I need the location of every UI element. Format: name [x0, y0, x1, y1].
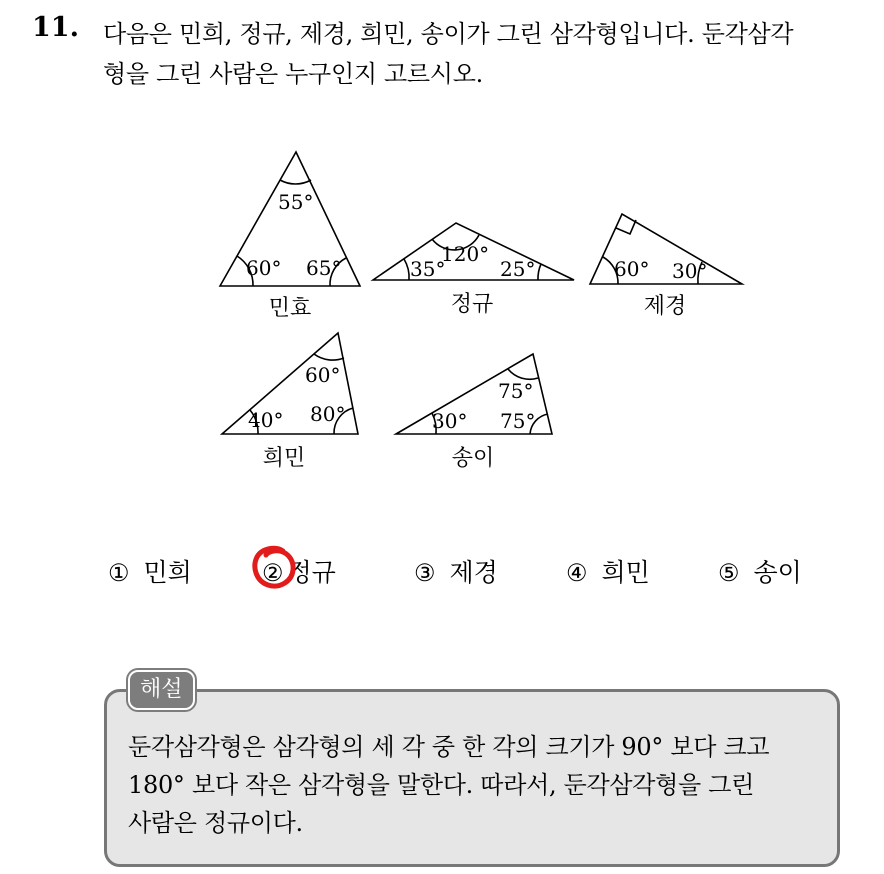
angle-label: 80° [310, 402, 346, 426]
angle-label: 120° [441, 242, 490, 266]
choice-label: 송이 [753, 558, 802, 587]
triangle-name: 정규 [450, 292, 494, 317]
angle-label: 75° [500, 409, 536, 433]
angle-label: 65° [306, 256, 342, 280]
choice-5[interactable] [718, 553, 802, 589]
triangle-3 [590, 214, 742, 284]
angle-label: 35° [410, 257, 446, 281]
choice-label: 제경 [449, 558, 498, 587]
triangle-name: 송이 [451, 446, 495, 471]
angle-label: 60° [246, 256, 282, 280]
triangle-name: 민효 [268, 296, 312, 321]
angle-label: 60° [614, 257, 650, 281]
answer-circle-mark [250, 543, 298, 591]
triangle-name: 희민 [262, 446, 306, 471]
explanation-line-3: 사람은 정규이다. [128, 809, 303, 837]
choice-number: ⑤ [718, 559, 740, 587]
angle-label: 25° [500, 257, 536, 281]
angle-arc [508, 369, 538, 379]
choice-1[interactable] [108, 553, 192, 589]
choice-4[interactable] [566, 553, 650, 589]
angle-label: 30° [432, 409, 468, 433]
angle-arc [538, 264, 541, 280]
question-text-line-2: 형을 그린 사람은 누구인지 고르시오. [103, 60, 483, 88]
explanation-line-2: 180° 보다 작은 삼각형을 말한다. 따라서, 둔각삼각형을 그린 [128, 771, 755, 799]
answer-choices [0, 553, 884, 593]
question-number: 11. [32, 12, 79, 43]
triangle-name: 제경 [643, 294, 687, 319]
angle-arc [404, 259, 409, 280]
choice-number: ① [108, 559, 130, 587]
angle-label: 55° [278, 190, 314, 214]
angle-arc [314, 354, 344, 360]
choice-label: 민희 [143, 558, 192, 587]
explanation-line-1: 둔각삼각형은 삼각형의 세 각 중 한 각의 크기가 90° 보다 크고 [128, 733, 770, 761]
choice-label: 희민 [601, 558, 650, 587]
angle-label: 60° [305, 363, 341, 387]
angle-arc [280, 180, 311, 184]
choice-number: ③ [414, 559, 436, 587]
angle-label: 40° [248, 408, 284, 432]
angle-label: 75° [498, 379, 534, 403]
explanation-tag: 해설 [128, 670, 195, 710]
angle-label: 30° [672, 259, 708, 283]
choice-3[interactable] [414, 553, 498, 589]
question-text-line-1: 다음은 민희, 정규, 제경, 희민, 송이가 그린 삼각형입니다. 둔각삼각 [103, 20, 794, 48]
choice-number: ④ [566, 559, 588, 587]
choice-number: ② [262, 559, 284, 587]
choice-label: 정규 [287, 558, 336, 587]
